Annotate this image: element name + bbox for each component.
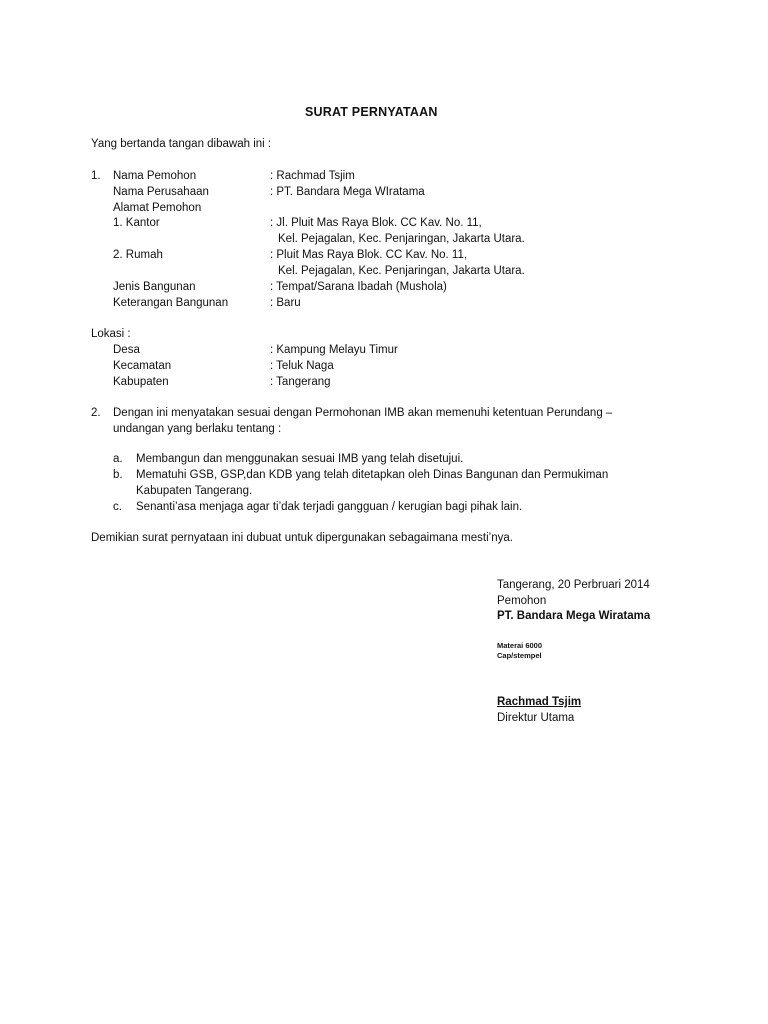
nama-perusahaan-value: : PT. Bandara Mega WIratama <box>270 186 425 198</box>
rumah-label: 2. Rumah <box>113 249 163 261</box>
intro-text: Yang bertanda tangan dibawah ini : <box>91 138 272 150</box>
list-item-letter: a. <box>113 453 123 465</box>
list-item: Membangun dan menggunakan sesuai IMB yang telah disetujui. <box>136 453 464 465</box>
section-1-number: 1. <box>91 170 101 182</box>
list-item-letter: c. <box>113 501 122 513</box>
section-2-text-line2: undangan yang berlaku tentang : <box>113 423 282 435</box>
list-item: Senanti’asa menjaga agar ti’dak terjadi gangguan / kerugian bagi pihak lain. <box>136 501 523 513</box>
kabupaten-value: : Tangerang <box>270 376 331 388</box>
rumah-value-line2: Kel. Pejagalan, Kec. Penjaringan, Jakarta Utara. <box>278 265 525 277</box>
list-item: Mematuhi GSB, GSP,dan KDB yang telah ditetapkan oleh Dinas Bangunan dan Permukiman <box>136 469 609 481</box>
page-title: SURAT PERNYATAAN <box>305 105 438 119</box>
rumah-value-line1: : Pluit Mas Raya Blok. CC Kav. No. 11, <box>270 249 468 261</box>
list-item-continuation: Kabupaten Tangerang. <box>136 485 253 497</box>
section-2-number: 2. <box>91 407 101 419</box>
signer-name: Rachmad Tsjim <box>497 696 582 708</box>
stamp-note-cap: Cap/stempel <box>497 651 542 660</box>
signer-role: Pemohon <box>497 595 547 607</box>
stamp-note-materai: Materai 6000 <box>497 641 543 650</box>
closing-text: Demikian surat pernyataan ini dubuat untuk dipergunakan sebagaimana mesti’nya. <box>91 532 513 544</box>
signer-position: Direktur Utama <box>497 712 575 724</box>
kantor-value-line1: : Jl. Pluit Mas Raya Blok. CC Kav. No. 11, <box>270 217 482 229</box>
section-2-text-line1: Dengan ini menyatakan sesuai dengan Permohonan IMB akan memenuhi ketentuan Perundang – <box>113 407 613 419</box>
nama-pemohon-label: Nama Pemohon <box>113 170 197 182</box>
desa-value: : Kampung Melayu Timur <box>270 344 398 356</box>
kantor-label: 1. Kantor <box>113 217 160 229</box>
keterangan-bangunan-label: Keterangan Bangunan <box>113 297 229 309</box>
kecamatan-value: : Teluk Naga <box>270 360 334 372</box>
desa-label: Desa <box>113 344 140 356</box>
nama-perusahaan-label: Nama Perusahaan <box>113 186 209 198</box>
kabupaten-label: Kabupaten <box>113 376 169 388</box>
jenis-bangunan-label: Jenis Bangunan <box>113 281 196 293</box>
keterangan-bangunan-value: : Baru <box>270 297 301 309</box>
jenis-bangunan-value: : Tempat/Sarana Ibadah (Mushola) <box>270 281 447 293</box>
place-date: Tangerang, 20 Perbruari 2014 <box>497 579 650 591</box>
kecamatan-label: Kecamatan <box>113 360 172 372</box>
nama-pemohon-value: : Rachmad Tsjim <box>270 170 355 182</box>
lokasi-label: Lokasi : <box>91 328 131 340</box>
alamat-pemohon-label: Alamat Pemohon <box>113 202 202 214</box>
kantor-value-line2: Kel. Pejagalan, Kec. Penjaringan, Jakarta Utara. <box>278 233 525 245</box>
signer-company: PT. Bandara Mega Wiratama <box>497 610 651 622</box>
list-item-letter: b. <box>113 469 123 481</box>
